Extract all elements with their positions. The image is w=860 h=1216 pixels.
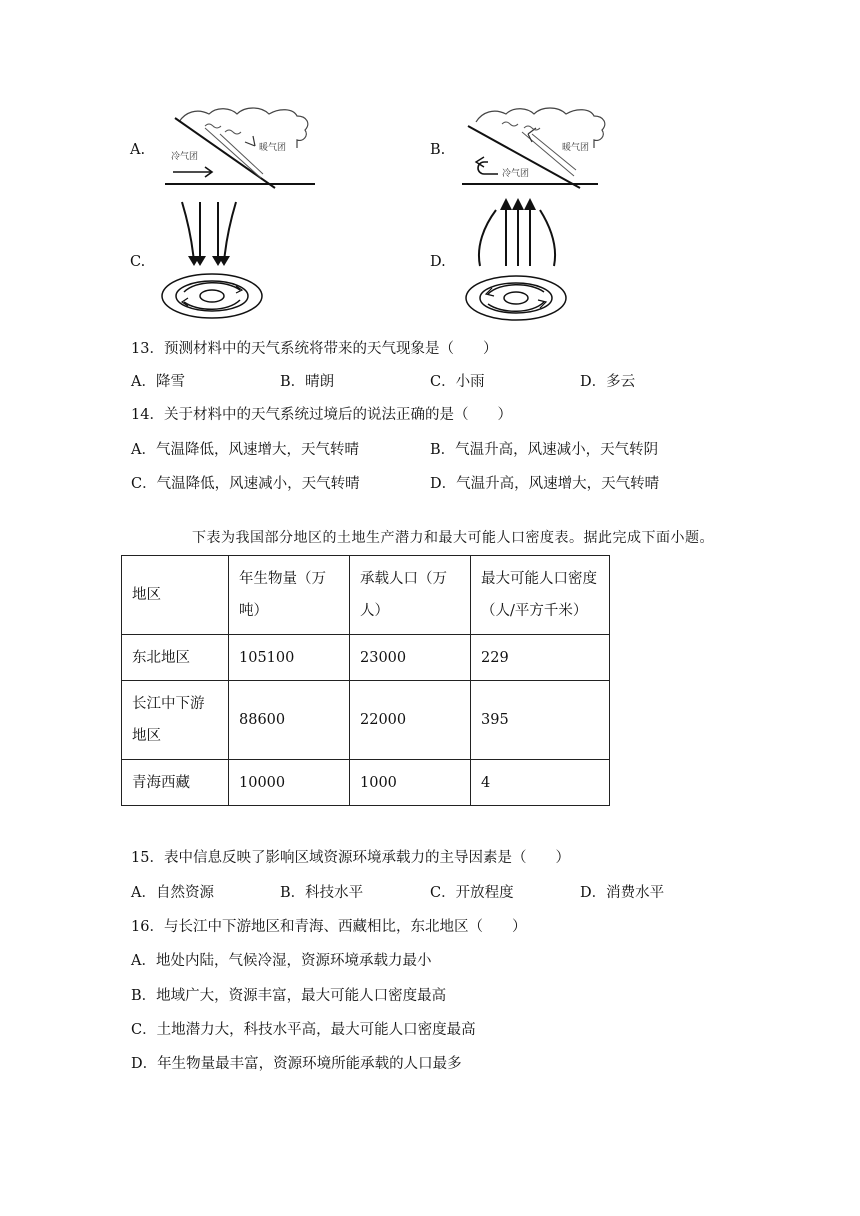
warm-air-arrow — [245, 136, 255, 146]
table-cell-biomass: 88600 — [229, 681, 350, 760]
question-16-option-a: A．地处内陆，气候冷湿，资源环境承载力最小 — [131, 953, 432, 969]
question-13-option-d: D．多云 — [580, 374, 636, 390]
table-cell-population: 23000 — [350, 635, 471, 681]
table-cell-biomass: 10000 — [229, 760, 350, 806]
warm-air-label: 暖气团 — [562, 143, 590, 153]
question-14-option-b: B．气温升高，风速减小，天气转阴 — [430, 442, 659, 458]
cloud-outline — [179, 108, 308, 148]
circulation-rings — [466, 276, 566, 320]
cold-air-label: 冷气团 — [502, 169, 530, 179]
table-cell-density: 395 — [471, 681, 610, 760]
table-cell-density: 229 — [471, 635, 610, 681]
figure-b-diagram — [462, 104, 612, 190]
question-14-option-c: C．气温降低，风速减小，天气转晴 — [131, 476, 360, 492]
table-cell-region: 青海西藏 — [122, 760, 229, 806]
figure-c-label: C. — [130, 254, 146, 270]
land-potential-table — [121, 555, 610, 806]
question-15-option-d: D．消费水平 — [580, 885, 665, 901]
question-16-option-d: D．年生物量最丰富，资源环境所能承载的人口最多 — [131, 1056, 462, 1072]
figure-c-diagram — [160, 200, 270, 322]
question-16-stem: 16．与长江中下游地区和青海、西藏相比，东北地区（ ） — [131, 919, 527, 935]
table-cell-population: 22000 — [350, 681, 471, 760]
question-16-option-c: C．土地潜力大，科技水平高，最大可能人口密度最高 — [131, 1022, 476, 1038]
warm-air-label: 暖气团 — [259, 143, 287, 153]
question-14-stem: 14．关于材料中的天气系统过境后的说法正确的是（ ） — [131, 407, 512, 423]
figure-b-label: B. — [430, 142, 446, 158]
question-15-option-c: C．开放程度 — [430, 885, 514, 901]
table-intro: 下表为我国部分地区的土地生产潜力和最大可能人口密度表。据此完成下面小题。 — [192, 530, 714, 546]
table-header-cell: 年生物量（万 吨） — [229, 556, 350, 635]
table-cell-region: 东北地区 — [122, 635, 229, 681]
table-cell-biomass: 105100 — [229, 635, 350, 681]
question-13-stem: 13．预测材料中的天气系统将带来的天气现象是（ ） — [131, 341, 498, 357]
figure-d-label: D. — [430, 254, 446, 270]
question-14-option-d: D．气温升高，风速增大，天气转晴 — [430, 476, 660, 492]
table-row — [122, 760, 610, 806]
figure-a-diagram — [165, 104, 315, 190]
question-15-option-a: A．自然资源 — [131, 885, 214, 901]
table-cell-population: 1000 — [350, 760, 471, 806]
cold-air-arrow — [478, 162, 498, 174]
cold-air-label: 冷气团 — [171, 152, 199, 162]
question-15-stem: 15．表中信息反映了影响区域资源环境承载力的主导因素是（ ） — [131, 850, 570, 866]
table-header-cell: 承载人口（万 人） — [350, 556, 471, 635]
table-header-row — [122, 556, 610, 635]
figure-d-diagram — [462, 196, 572, 322]
table-row — [122, 681, 610, 760]
table-row — [122, 635, 610, 681]
table-cell-density: 4 — [471, 760, 610, 806]
question-15-option-b: B．科技水平 — [280, 885, 364, 901]
figure-a-label: A. — [130, 142, 146, 158]
question-14-option-a: A．气温降低，风速增大，天气转晴 — [131, 442, 359, 458]
descending-arrows — [182, 202, 236, 262]
question-13-option-c: C．小雨 — [430, 374, 485, 390]
table-header-cell: 最大可能人口密度 （人/平方千米） — [471, 556, 610, 635]
ascending-arrows — [479, 208, 555, 266]
question-16-option-b: B．地域广大，资源丰富，最大可能人口密度最高 — [131, 988, 447, 1004]
table-header-cell: 地区 — [122, 556, 229, 635]
question-13-option-a: A．降雪 — [131, 374, 185, 390]
question-13-option-b: B．晴朗 — [280, 374, 335, 390]
circulation-rings — [162, 274, 262, 318]
table-cell-region: 长江中下游 地区 — [122, 681, 229, 760]
